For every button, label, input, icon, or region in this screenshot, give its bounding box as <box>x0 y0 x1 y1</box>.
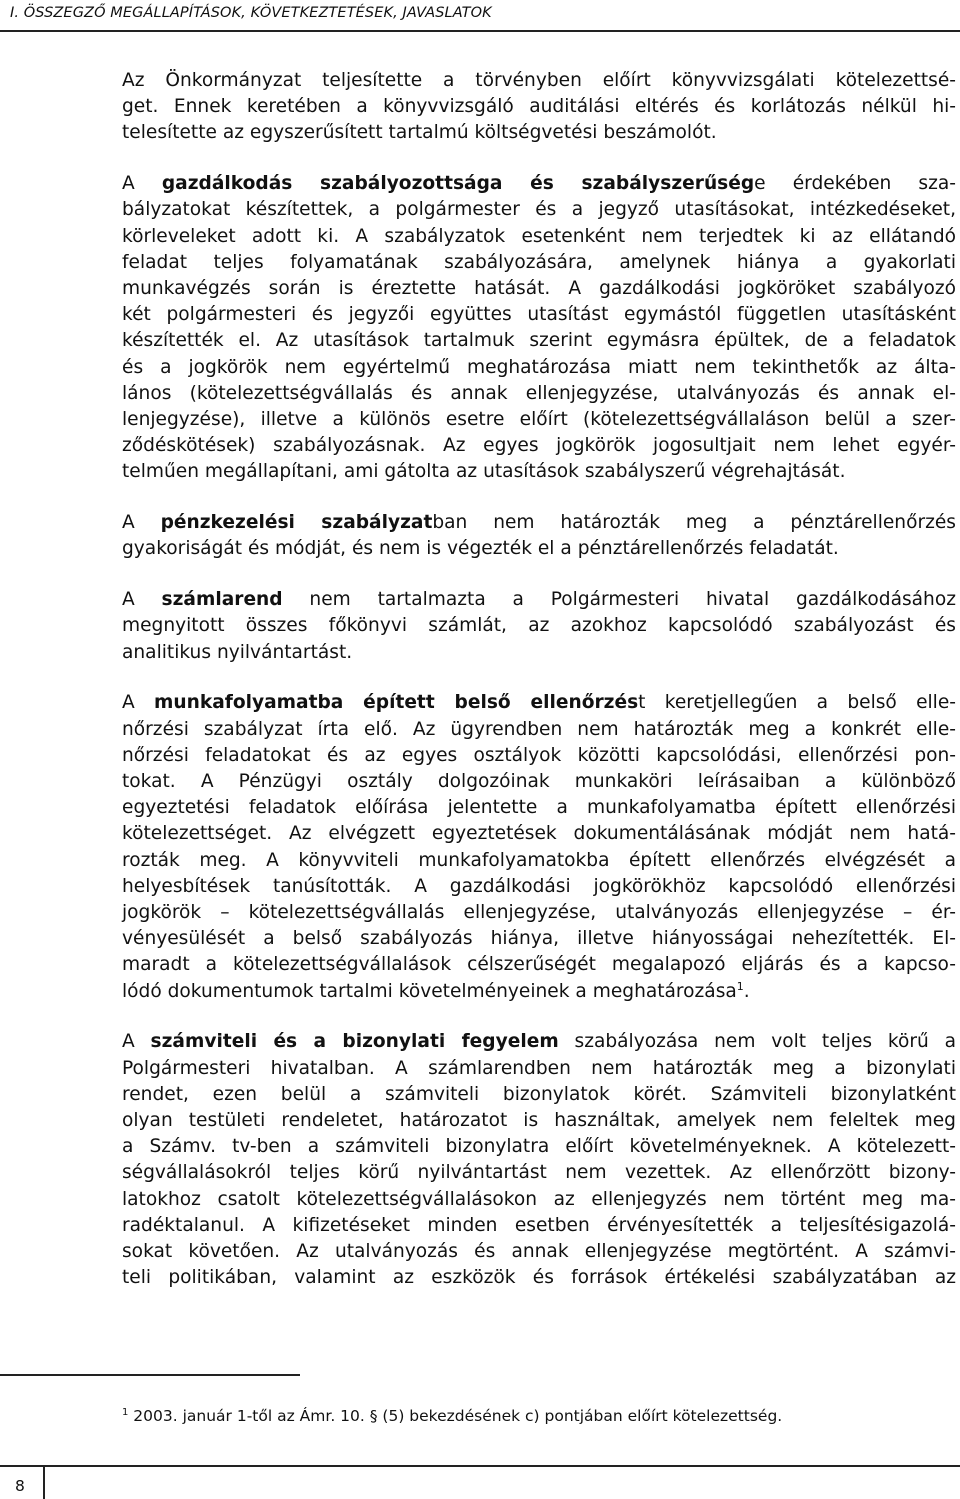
text-line: feladat teljes folyamatának szabályozására, amelynek hiánya a gyakorlati <box>122 251 956 273</box>
text-line: két polgármesteri és jegyzői együttes utasítást egymástól független utasításként <box>122 304 956 326</box>
text-line: maradt a kötelezettségvállalások célszerűségét megalapozó eljárás és a kapcso- <box>122 954 956 976</box>
text-line: olyan testületi rendeletet, határozatot is használtak, amelyek nem feleltek meg <box>122 1110 956 1132</box>
text-line: telesítette az egyszerűsített tartalmú költségvetési beszámolót. <box>122 122 717 144</box>
text-line: telműen megállapítani, ami gátolta az utasítások szabályszerű végrehajtását. <box>122 461 846 483</box>
text-line: egyeztetési feladatok előírása jelentette a munkafolyamatba épített ellenőrzési <box>122 797 956 819</box>
text-line: megnyitott összes főkönyvi számlát, az azokhoz kapcsolódó szabályozást és <box>122 615 956 637</box>
footnote-text: 2003. január 1-től az Ámr. 10. § (5) bekezdésének c) pontjában előírt kötelezettség. <box>128 1407 783 1425</box>
paragraph-audit <box>122 68 956 147</box>
text-line: ségvállalásokról teljes körű nyilvántartást nem vezettek. Az ellenőrzött bizony- <box>122 1162 956 1184</box>
text-line: és a jogkörök nem egyértelmű meghatározása miatt nem tekinthetők az álta- <box>122 356 956 378</box>
text-line: ződéskötések) szabályozásnak. Az egyes jogkörök jogosultjait nem lehet egyér- <box>122 435 956 457</box>
text-line: get. Ennek keretében a könyvvizsgáló auditálási eltérés és korlátozás nélkül hi- <box>122 96 956 118</box>
text-line: tokat. A Pénzügyi osztály dolgozóinak munkaköri leírásaiban a különböző <box>122 771 956 793</box>
bold-term: számviteli és a bizonylati fegyelem <box>150 1031 559 1053</box>
paragraph-accounting-discipline <box>122 1029 956 1291</box>
text-line: latokhoz csatolt kötelezettségvállalásokon az ellenjegyzés nem történt meg ma- <box>122 1188 956 1210</box>
bold-term: számlarend <box>161 589 283 611</box>
body-text <box>122 68 956 1316</box>
text-line: A gazdálkodás szabályozottsága és szabályszerűsége érdekében sza- <box>122 173 956 195</box>
text-line: teli politikában, valamint az eszközök és források értékelési szabályzatában az <box>122 1267 956 1289</box>
footnote <box>122 1407 782 1425</box>
paragraph-chart-of-accounts <box>122 587 956 666</box>
page-number: 8 <box>15 1477 25 1495</box>
text-line: Az Önkormányzat teljesítette a törvényben előírt könyvvizsgálati kötelezettsé- <box>122 70 956 91</box>
text-line: A számviteli és a bizonylati fegyelem szabályozása nem volt teljes körű a <box>122 1031 957 1053</box>
bold-term: pénzkezelési szabályzat <box>160 512 433 534</box>
text-line: a Számv. tv-ben a számviteli bizonylatra előírt követelményeknek. A kötelezett- <box>122 1136 956 1158</box>
text-line: A munkafolyamatba épített belső ellenőrzést keretjellegűen a belső elle- <box>122 692 956 714</box>
footnote-separator <box>0 1374 300 1376</box>
text-line: rendet, ezen belül a számviteli bizonylatok körét. Számviteli bizonylatként <box>122 1083 956 1105</box>
text-line: körleveleket adott ki. A szabályzatok esetenként nem terjedtek ki az ellátandó <box>122 225 956 247</box>
text-line: Polgármesteri hivatalban. A számlarendben nem határozták meg a bizonylati <box>122 1057 956 1079</box>
text-line: helyesbítések tanúsították. A gazdálkodási jogkörökhöz kapcsolódó ellenőrzési <box>122 875 956 897</box>
text-line: lódó dokumentumok tartalmi követelményeinek a meghatározása$^1$. <box>122 979 750 1002</box>
footnote-reference: 1 <box>736 979 744 993</box>
bold-term: gazdálkodás szabályozottsága és szabályszerűség <box>161 173 755 195</box>
text-line: nőrzési szabályzat írta elő. Az ügyrendben nem határozták meg a konkrét elle- <box>122 718 956 740</box>
text-line: bályzatokat készítettek, a polgármester és a jegyző utasításokat, intézkedéseket, <box>122 199 956 221</box>
text-line: A számlarend nem tartalmazta a Polgármesteri hivatal gazdálkodásához <box>122 589 956 611</box>
text-line: analitikus nyilvántartást. <box>122 641 353 663</box>
text-line: munkavégzés során is éreztette hatását. A gazdálkodási jogköröket szabályozó <box>122 278 956 300</box>
text-line: készítették el. Az utasítások tartalmuk szerint egymásra épültek, de a feladatok <box>122 330 956 352</box>
text-line: lenjegyzése), illetve a különös esetre előírt (kötelezettségvállaláson belül a szer- <box>122 409 956 431</box>
header-rule <box>0 30 960 32</box>
text-line: vényesülését a belső szabályozás hiánya, illetve hiányosságai nehezítették. El- <box>122 928 956 950</box>
text-line: radéktalanul. A kifizetéseket minden esetben érvényesítették a teljesítésigazolá- <box>122 1214 956 1236</box>
bold-term: munkafolyamatba épített belső ellenőrzés <box>153 692 639 714</box>
running-header-title: I. ÖSSZEGZŐ MEGÁLLAPÍTÁSOK, KÖVETKEZTETÉSEK, JAVASLATOK <box>10 5 492 21</box>
text-line: gyakoriságát és módját, és nem is végezték el a pénztárellenőrzés feladatát. <box>122 538 839 560</box>
text-line: kötelezettséget. Az elvégzett egyeztetések dokumentálásának módját nem hatá- <box>122 823 956 845</box>
paragraph-regulation <box>122 171 956 485</box>
footnote-mark: 1 <box>122 1406 129 1418</box>
text-line: jogkörök – kötelezettségvállalás ellenjegyzése, utalványozás ellenjegyzése – ér- <box>122 902 956 924</box>
footer-rule <box>0 1465 960 1467</box>
text-line: A pénzkezelési szabályzatban nem határozták meg a pénztárellenőrzés <box>122 512 956 534</box>
text-line: nőrzési feladatokat és az egyes osztályok közötti kapcsolódási, ellenőrzési pon- <box>122 744 956 766</box>
paragraph-internal-control <box>122 690 956 1004</box>
text-line: rozták meg. A könyvviteli munkafolyamatokba épített ellenőrzés elvégzését a <box>122 849 956 871</box>
text-line: sokat követően. Az utalványozás és annak ellenjegyzése megtörtént. A számvi- <box>122 1241 956 1263</box>
paragraph-cash-management <box>122 510 956 562</box>
footer-divider <box>43 1465 45 1499</box>
text-line: lános (kötelezettségvállalás és annak ellenjegyzése, utalványozás és annak el- <box>122 382 956 404</box>
